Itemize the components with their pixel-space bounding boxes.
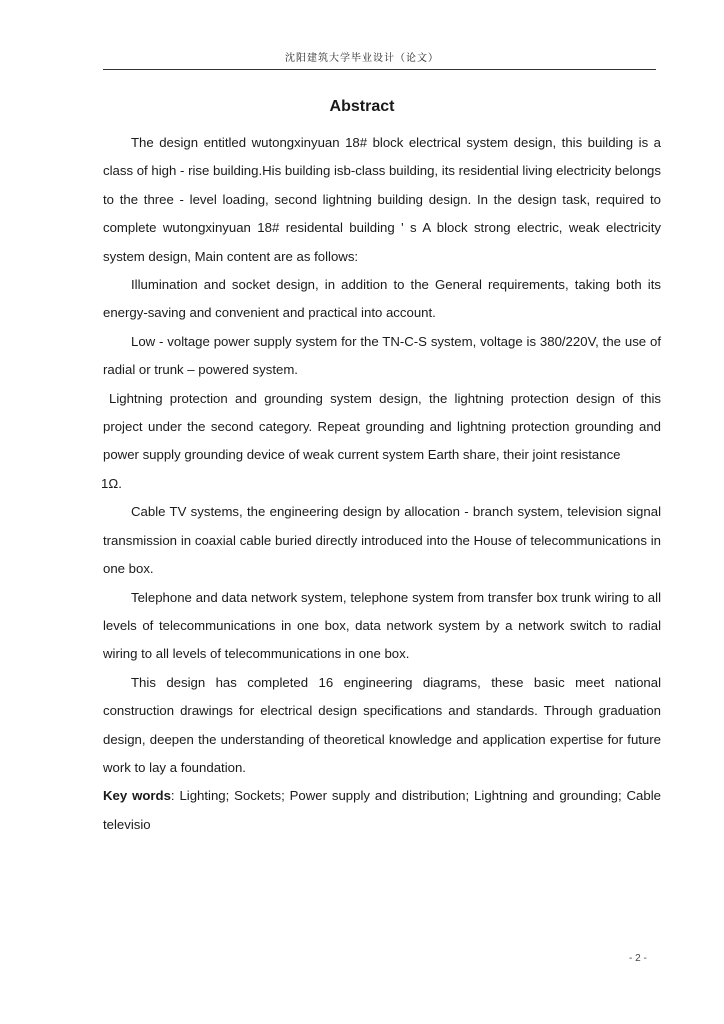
abstract-paragraph-7: This design has completed 16 engineering diagrams, these basic meet national construction drawings for electrical design specifications and standards. Through graduation design, deepen the understanding of theoretical knowledge and application expertise for future work to lay a foundation.: [103, 674, 661, 775]
abstract-paragraph-1: The design entitled wutongxinyuan 18# block electrical system design, this building is a class of high - rise building.His building isb-class building, its residential living electricity belongs to the three - level loading, second lightning building design. In the design task, required to complete wutongxinyuan 18# residental building ' s A block strong electric, weak electricity system design, Main content are as follows:: [103, 135, 661, 264]
header-divider: [103, 69, 656, 70]
abstract-body: [103, 129, 661, 839]
abstract-paragraph-3: Low - voltage power supply system for the TN-C-S system, voltage is 380/220V, the use of radial or trunk – powered system.: [103, 333, 661, 378]
abstract-paragraph-5: Cable TV systems, the engineering design by allocation - branch system, television signal transmission in coaxial cable buried directly introduced into the House of telecommunications in one box.: [103, 504, 661, 577]
document-header: 沈阳建筑大学毕业设计（论文）: [285, 53, 439, 64]
keywords-text: : Lighting; Sockets; Power supply and distribution; Lightning and grounding; Cable televisio: [103, 788, 661, 832]
keywords-line: [103, 782, 661, 839]
abstract-paragraph-2: Illumination and socket design, in addition to the General requirements, taking both its energy-saving and convenient and practical into account.: [103, 277, 661, 321]
abstract-paragraph-4-resistance: 1Ω.: [101, 475, 122, 491]
page-number: - 2 -: [629, 953, 647, 964]
page-title: Abstract: [329, 98, 395, 115]
abstract-paragraph-6: Telephone and data network system, telephone system from transfer box trunk wiring to all levels of telecommunications in one box, data network system by a network switch to radial wiring to all levels of telecommunications in one box.: [103, 589, 661, 662]
keywords-label: Key words: [103, 788, 171, 804]
abstract-paragraph-4: Lightning protection and grounding system design, the lightning protection design of this project under the second category. Repeat grounding and lightning protection grounding and power supply grounding device of weak current system Earth share, their joint resistance: [103, 390, 661, 463]
